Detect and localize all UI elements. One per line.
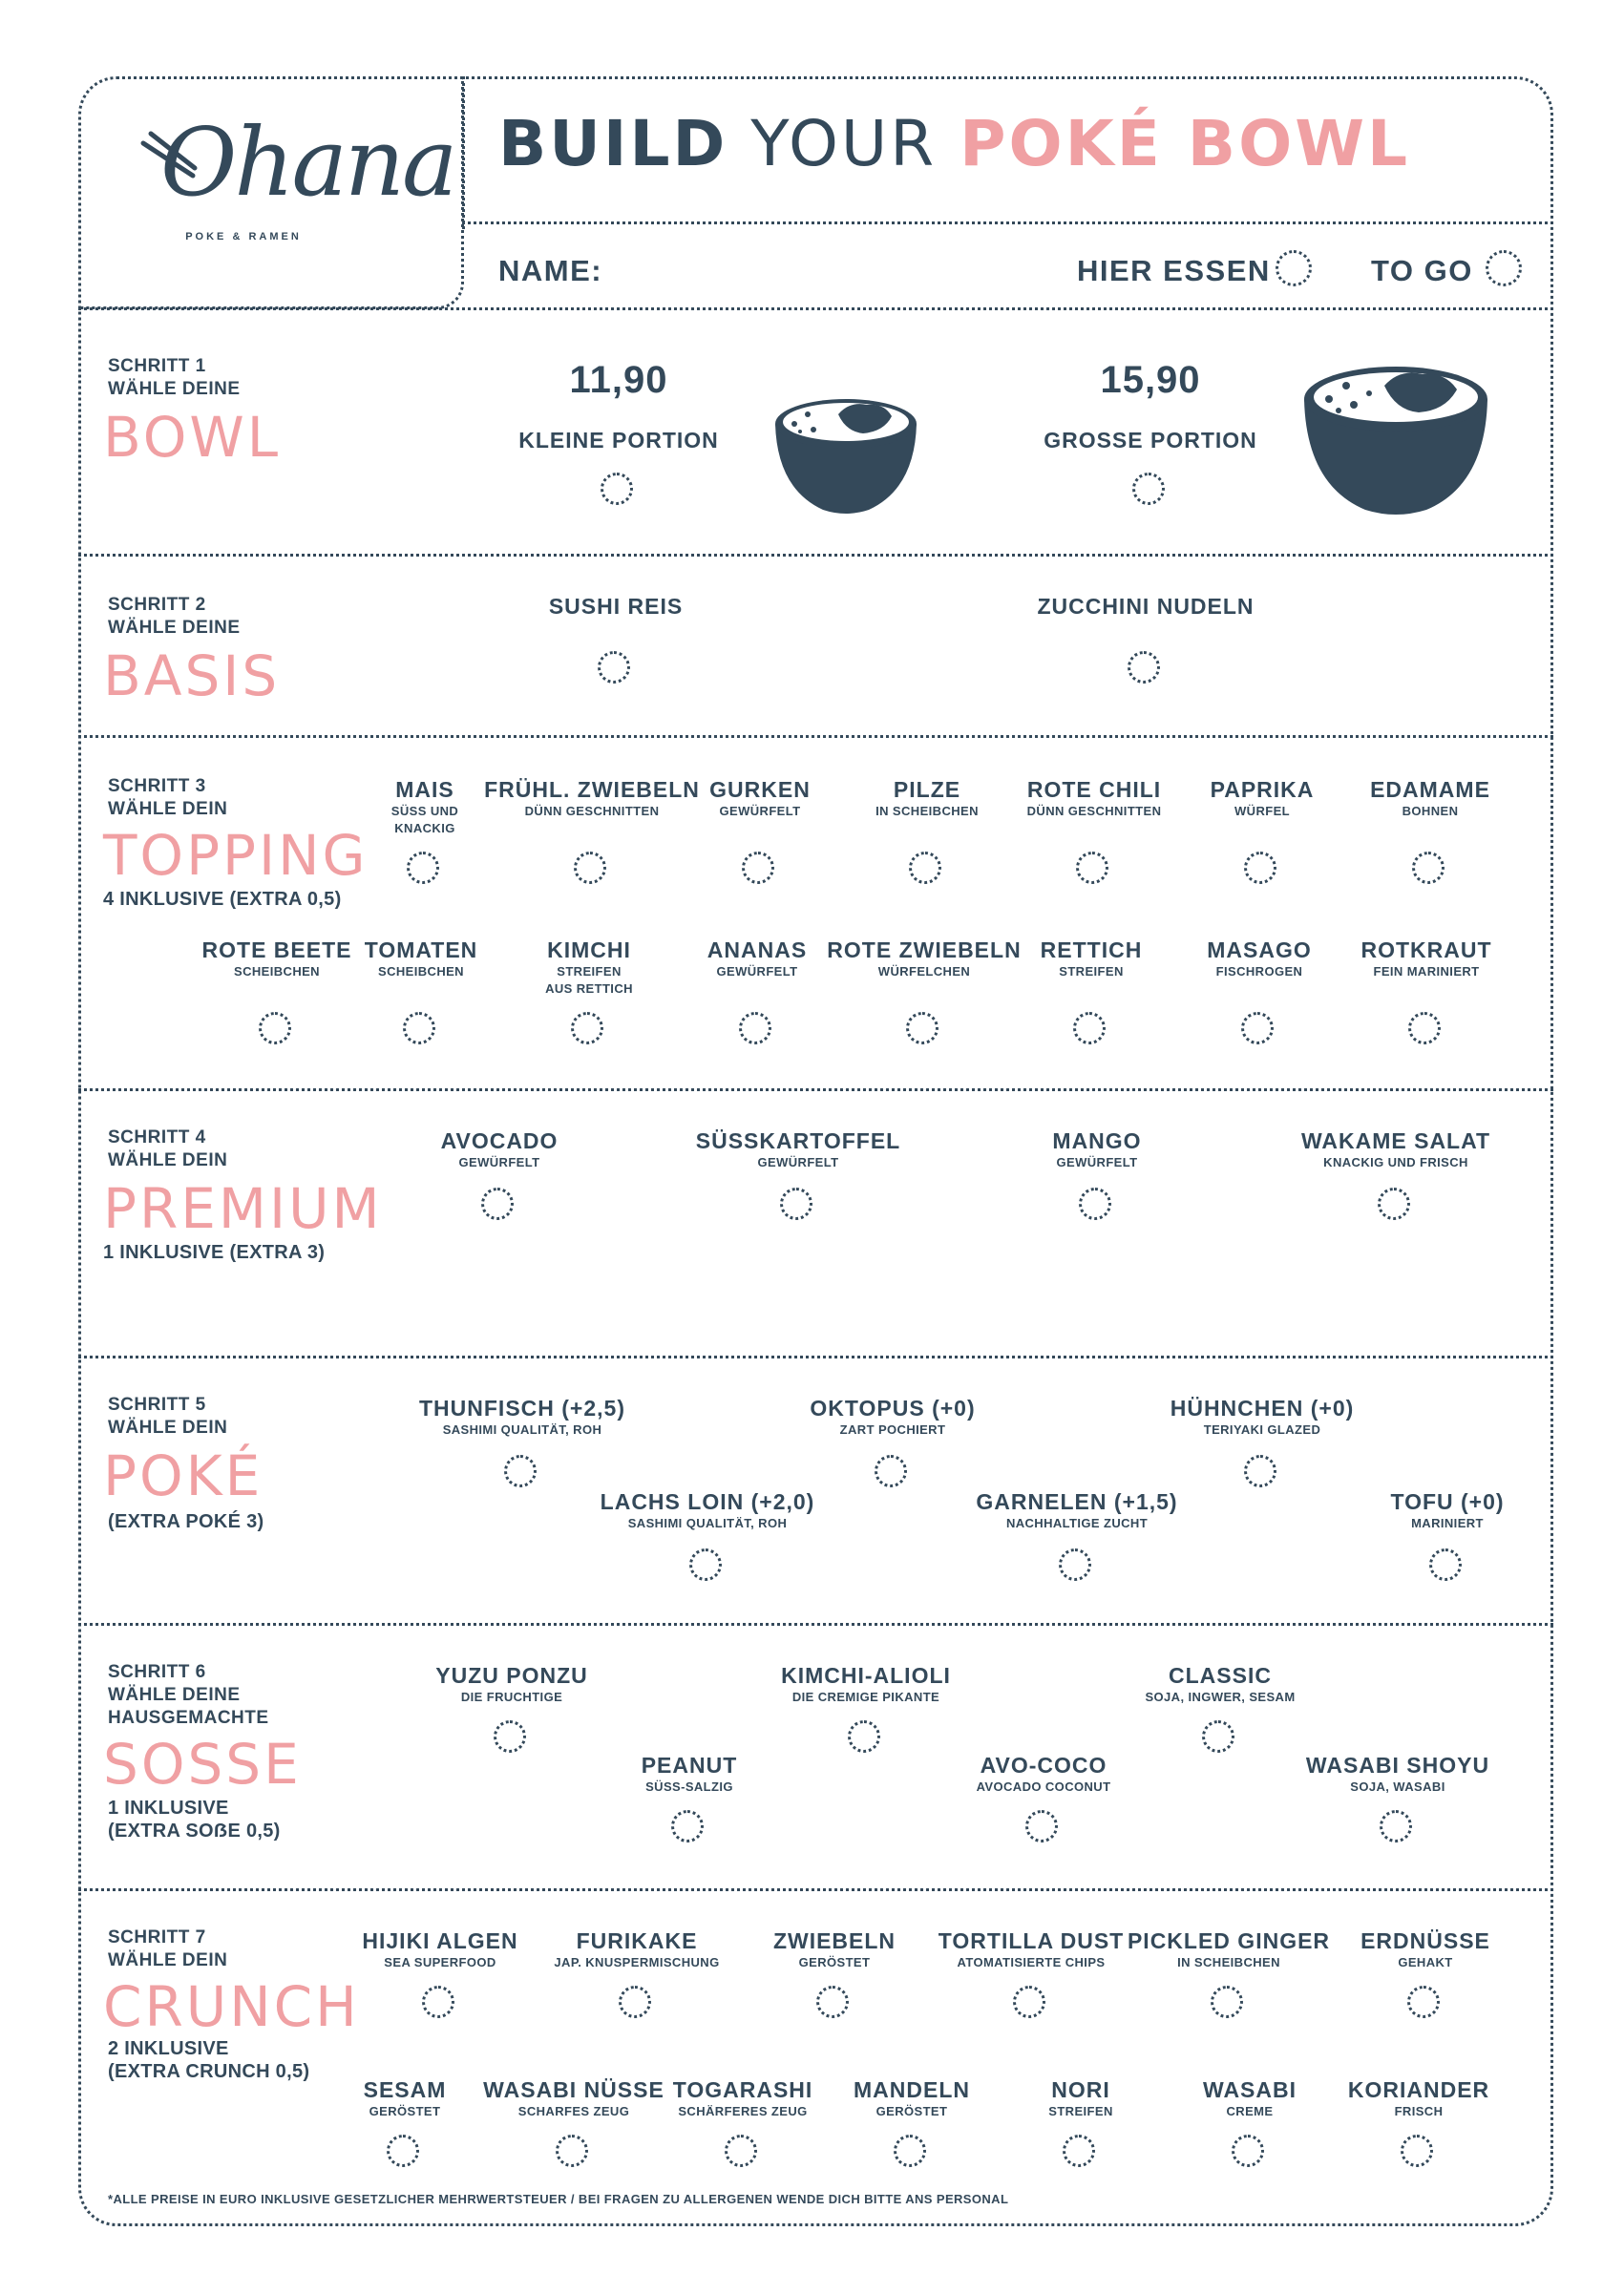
crunch-checkbox[interactable] [1211,1986,1243,2018]
poke-checkbox[interactable] [1059,1548,1091,1581]
topping-item: ROTE ZWIEBELN WÜRFELCHEN [827,937,1022,979]
crunch-checkbox[interactable] [816,1986,849,2018]
poke-item: LACHS LOIN (+2,0) SASHIMI QUALITÄT, ROH [600,1489,815,1530]
large-bowl-price: 15,90 [1100,359,1201,401]
sauce-item: YUZU PONZU DIE FRUCHTIGE [435,1663,588,1704]
topping-item: ROTKRAUT FEIN MARINIERT [1360,937,1492,979]
topping-item: GURKEN GEWÜRFELT [709,777,811,818]
section-divider [78,1088,1553,1091]
category-title-sosse: SOSSE [103,1732,302,1797]
sauce-item: CLASSIC SOJA, INGWER, SESAM [1145,1663,1296,1704]
sauce-checkbox[interactable] [671,1810,704,1842]
category-title-poke: POKÉ [103,1443,264,1508]
crunch-item: PICKLED GINGER IN SCHEIBCHEN [1127,1928,1331,1969]
premium-item: AVOCADO GEWÜRFELT [440,1128,559,1169]
topping-item: KIMCHI STREIFEN AUS RETTICH [545,937,633,996]
sauce-checkbox[interactable] [848,1720,880,1753]
topping-checkbox[interactable] [403,1012,435,1044]
logo-tagline: POKE & RAMEN [185,231,302,242]
step-label: SCHRITT 3 WÄHLE DEIN [108,776,228,819]
to-go-checkbox[interactable] [1486,250,1522,286]
poke-item: THUNFISCH (+2,5) SASHIMI QUALITÄT, ROH [419,1396,625,1437]
premium-checkbox[interactable] [1079,1188,1111,1220]
sauce-checkbox[interactable] [494,1720,526,1753]
page-title [498,107,1410,180]
crunch-item: SESAM GERÖSTET [363,2077,447,2118]
crunch-item: KORIANDER FRISCH [1347,2077,1490,2118]
category-title-basis: BASIS [103,643,281,708]
category-title-crunch: CRUNCH [103,1974,360,2039]
topping-checkbox[interactable] [906,1012,939,1044]
topping-checkbox[interactable] [407,852,439,884]
sauce-item: KIMCHI-ALIOLI DIE CREMIGE PIKANTE [781,1663,951,1704]
crunch-item: TOGARASHI SCHÄRFERES ZEUG [672,2077,813,2118]
step-label: SCHRITT 1 WÄHLE DEINE [108,356,241,399]
topping-item: RETTICH STREIFEN [1040,937,1143,979]
category-note: 1 INKLUSIVE (EXTRA SOẞE 0,5) [108,1798,281,1842]
crunch-checkbox[interactable] [619,1986,651,2018]
topping-checkbox[interactable] [1241,1012,1274,1044]
crunch-checkbox[interactable] [1407,1986,1440,2018]
premium-checkbox[interactable] [1378,1188,1410,1220]
section-divider [78,1623,1553,1626]
basis-checkbox[interactable] [598,651,630,684]
crunch-item: WASABI CREME [1203,2077,1297,2118]
small-bowl-checkbox[interactable] [601,473,633,505]
title-poke-bowl: POKÉ BOWL [960,107,1411,180]
footer-note: *ALLE PREISE IN EURO INKLUSIVE GESETZLICHER MEHRWERTSTEUER / BEI FRAGEN ZU ALLERGENEN WENDE DICH BITTE ANS PERSONAL [108,2192,1009,2206]
premium-checkbox[interactable] [481,1188,514,1220]
poke-checkbox[interactable] [1429,1548,1462,1581]
topping-checkbox[interactable] [574,852,606,884]
title-your: YOUR [750,107,938,180]
topping-checkbox[interactable] [259,1012,291,1044]
title-build: BUILD [498,107,728,180]
section-divider [78,735,1553,738]
topping-checkbox[interactable] [1408,1012,1441,1044]
topping-checkbox[interactable] [1073,1012,1106,1044]
eat-in-label: HIER ESSEN [1077,254,1271,287]
crunch-checkbox[interactable] [422,1986,454,2018]
crunch-checkbox[interactable] [894,2135,926,2167]
category-title-premium: PREMIUM [103,1176,383,1241]
category-title-bowl: BOWL [103,405,282,470]
sauce-checkbox[interactable] [1025,1810,1058,1842]
sauce-item: PEANUT SÜSS-SALZIG [641,1753,738,1794]
step-label: SCHRITT 5 WÄHLE DEIN [108,1395,228,1438]
small-bowl-label: KLEINE PORTION [518,428,719,453]
premium-item: WAKAME SALAT KNACKIG UND FRISCH [1300,1128,1491,1169]
crunch-checkbox[interactable] [387,2135,419,2167]
poke-item: TOFU (+0) MARINIERT [1390,1489,1505,1530]
crunch-item: ZWIEBELN GERÖSTET [772,1928,896,1969]
category-note: 2 INKLUSIVE (EXTRA CRUNCH 0,5) [108,2038,310,2082]
sauce-checkbox[interactable] [1380,1810,1412,1842]
step-label: SCHRITT 2 WÄHLE DEINE [108,595,241,638]
small-bowl-icon [771,382,920,517]
basis-item: ZUCCHINI NUDELN [1037,594,1255,619]
poke-checkbox[interactable] [504,1455,537,1487]
topping-item: TOMATEN SCHEIBCHEN [364,937,478,979]
poke-item: HÜHNCHEN (+0) TERIYAKI GLAZED [1170,1396,1355,1437]
crunch-item: ERDNÜSSE GEHAKT [1360,1928,1490,1969]
category-note: (EXTRA POKÉ 3) [108,1511,264,1532]
crunch-checkbox[interactable] [1013,1986,1045,2018]
to-go-label: TO GO [1371,254,1473,287]
crunch-checkbox[interactable] [556,2135,588,2167]
poke-item: OKTOPUS (+0) ZART POCHIERT [810,1396,976,1437]
sauce-item: WASABI SHOYU SOJA, WASABI [1305,1753,1490,1794]
poke-checkbox[interactable] [875,1455,907,1487]
topping-checkbox[interactable] [739,1012,771,1044]
topping-item: EDAMAME BOHNEN [1370,777,1490,818]
premium-item: SÜSSKARTOFFEL GEWÜRFELT [695,1128,901,1169]
topping-checkbox[interactable] [909,852,941,884]
basis-checkbox[interactable] [1128,651,1160,684]
section-divider [78,554,1553,557]
topping-checkbox[interactable] [571,1012,603,1044]
topping-item: PAPRIKA WÜRFEL [1210,777,1315,818]
crunch-checkbox[interactable] [725,2135,757,2167]
crunch-item: WASABI NÜSSE SCHARFES ZEUG [483,2077,664,2118]
topping-item: MAIS SÜSS UND KNACKIG [390,777,459,835]
crunch-item: NORI STREIFEN [1048,2077,1113,2118]
poke-item: GARNELEN (+1,5) NACHHALTIGE ZUCHT [976,1489,1178,1530]
premium-item: MANGO GEWÜRFELT [1052,1128,1142,1169]
topping-item: FRÜHL. ZWIEBELN DÜNN GESCHNITTEN [484,777,700,818]
eat-in-checkbox[interactable] [1276,250,1312,286]
topping-checkbox[interactable] [1412,852,1445,884]
crunch-item: TORTILLA DUST ATOMATISIERTE CHIPS [938,1928,1125,1969]
poke-checkbox[interactable] [1244,1455,1276,1487]
section-divider [78,1356,1553,1358]
crunch-checkbox[interactable] [1401,2135,1433,2167]
category-title-topping: TOPPING [103,823,369,888]
crunch-checkbox[interactable] [1063,2135,1095,2167]
premium-checkbox[interactable] [780,1188,812,1220]
section-divider [78,1888,1553,1891]
topping-checkbox[interactable] [1244,852,1276,884]
large-bowl-label: GROSSE PORTION [1044,428,1257,453]
sauce-item: AVO-COCO AVOCADO COCONUT [976,1753,1111,1794]
small-bowl-price: 11,90 [569,359,668,401]
header-divider-vertical [462,76,465,229]
topping-item: ANANAS GEWÜRFELT [707,937,808,979]
topping-checkbox[interactable] [742,852,774,884]
sauce-checkbox[interactable] [1202,1720,1234,1753]
step-label: SCHRITT 4 WÄHLE DEIN [108,1127,228,1170]
crunch-checkbox[interactable] [1232,2135,1264,2167]
logo-wordmark: Ohana [160,109,455,218]
basis-item: SUSHI REIS [548,594,684,619]
topping-checkbox[interactable] [1076,852,1108,884]
section-divider [78,307,1553,310]
category-note: 1 INKLUSIVE (EXTRA 3) [103,1242,326,1263]
topping-item: MASAGO FISCHROGEN [1207,937,1312,979]
topping-item: ROTE CHILI DÜNN GESCHNITTEN [1026,777,1162,818]
poke-checkbox[interactable] [689,1548,722,1581]
step-label: SCHRITT 7 WÄHLE DEIN [108,1927,228,1970]
crunch-item: HIJIKI ALGEN SEA SUPERFOOD [362,1928,518,1969]
topping-item: PILZE IN SCHEIBCHEN [875,777,979,818]
crunch-item: MANDELN GERÖSTET [854,2077,970,2118]
step-label: SCHRITT 6 WÄHLE DEINE HAUSGEMACHTE [108,1662,269,1728]
large-bowl-icon [1300,346,1491,519]
header-divider-horizontal [462,221,1553,224]
category-note: 4 INKLUSIVE (EXTRA 0,5) [103,889,342,910]
topping-item: ROTE BEETE SCHEIBCHEN [201,937,352,979]
large-bowl-checkbox[interactable] [1132,473,1165,505]
crunch-item: FURIKAKE JAP. KNUSPERMISCHUNG [554,1928,720,1969]
name-label: NAME: [498,254,603,287]
